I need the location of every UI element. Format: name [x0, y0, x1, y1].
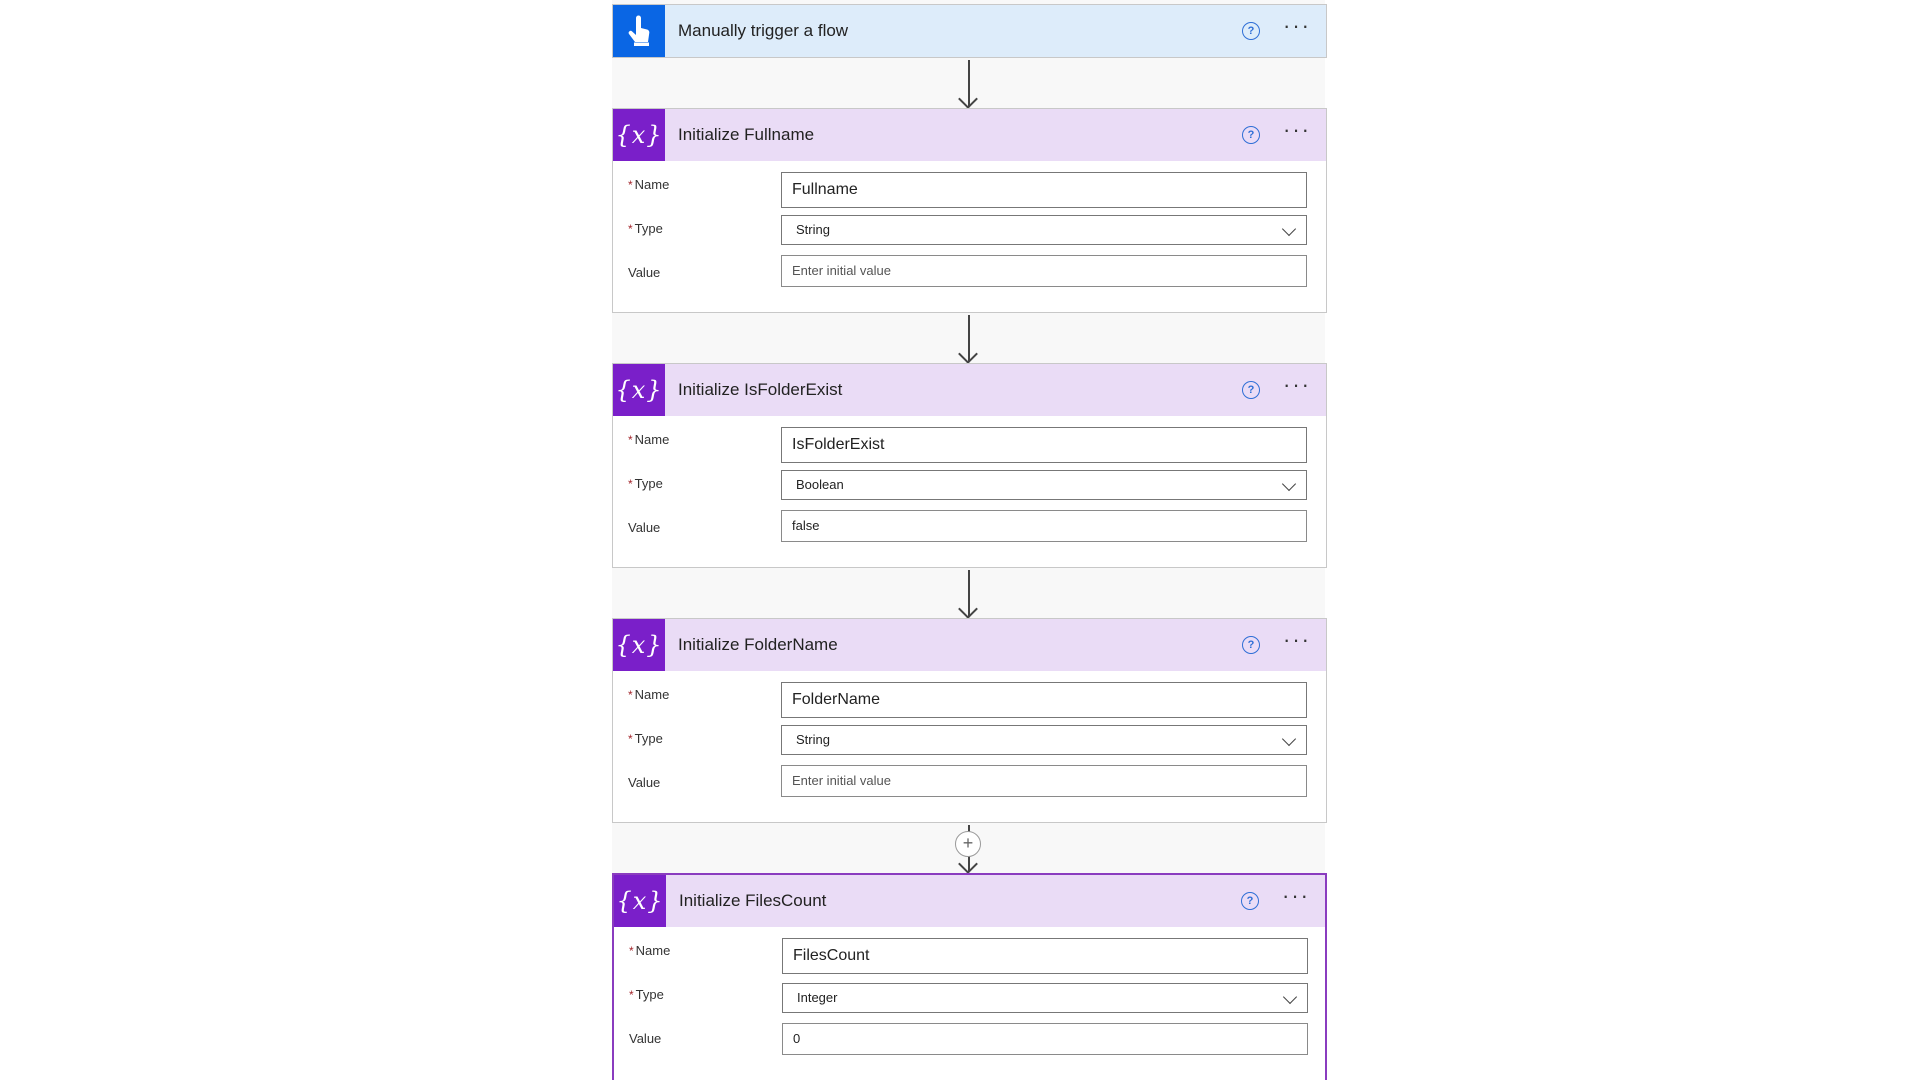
type-label [629, 987, 664, 1002]
step-card-header[interactable] [613, 109, 1326, 161]
connector-arrow [968, 60, 970, 106]
step-card-initialize-filescount[interactable] [612, 873, 1327, 1080]
variable-icon [613, 619, 665, 671]
value-input[interactable]: 0 [782, 1023, 1308, 1055]
help-icon[interactable]: ? [1242, 636, 1260, 654]
type-select-value: String [796, 732, 830, 747]
help-icon[interactable]: ? [1241, 892, 1259, 910]
type-row [613, 468, 1326, 512]
name-label-text: Name [634, 177, 670, 192]
chevron-down-icon [1282, 732, 1296, 746]
type-select[interactable] [782, 983, 1308, 1013]
more-options-icon[interactable]: ··· [1283, 627, 1311, 652]
value-label: Value [628, 265, 661, 280]
name-label-text: Name [634, 432, 670, 447]
variable-glyph: {x} [616, 887, 664, 915]
type-row [613, 213, 1326, 257]
required-mark: * [628, 222, 633, 236]
variable-glyph: {x} [615, 121, 663, 149]
name-row [613, 679, 1326, 723]
name-input[interactable]: Fullname [781, 172, 1307, 208]
required-mark: * [628, 477, 633, 491]
value-label: Value [629, 1031, 662, 1046]
help-icon[interactable]: ? [1242, 22, 1260, 40]
chevron-down-icon [1282, 477, 1296, 491]
step-card-initialize-isfolderexist[interactable] [612, 363, 1327, 568]
name-input[interactable]: FolderName [781, 682, 1307, 718]
step-card-header[interactable] [614, 875, 1325, 927]
name-label [628, 177, 669, 192]
required-mark: * [629, 944, 634, 958]
type-label [628, 731, 663, 746]
insert-step-button[interactable]: + [955, 831, 981, 857]
value-label: Value [628, 520, 661, 535]
name-row [614, 935, 1325, 979]
chevron-down-icon [1282, 222, 1296, 236]
connector-arrow [968, 315, 970, 361]
type-label-text: Type [634, 731, 663, 746]
chevron-down-icon [1283, 990, 1297, 1004]
value-label: Value [628, 775, 661, 790]
help-icon[interactable]: ? [1242, 126, 1260, 144]
required-mark: * [629, 988, 634, 1002]
type-label [628, 221, 663, 236]
required-mark: * [628, 688, 633, 702]
value-row [614, 1023, 1325, 1065]
required-mark: * [628, 178, 633, 192]
step-card-body [613, 671, 1326, 809]
more-options-icon[interactable]: ··· [1283, 13, 1311, 38]
step-card-initialize-foldername[interactable] [612, 618, 1327, 823]
step-card-header[interactable] [613, 619, 1326, 671]
type-row [614, 979, 1325, 1023]
step-card-header[interactable] [613, 364, 1326, 416]
more-options-icon[interactable]: ··· [1282, 883, 1310, 908]
step-title: Initialize FilesCount [679, 891, 827, 910]
touch-hand-icon [613, 5, 665, 57]
step-title: Initialize IsFolderExist [678, 380, 843, 399]
step-title: Initialize Fullname [678, 125, 815, 144]
step-card-body [613, 161, 1326, 299]
variable-icon [613, 109, 665, 161]
name-input[interactable]: FilesCount [782, 938, 1308, 974]
variable-icon [613, 364, 665, 416]
trigger-card-header[interactable] [613, 5, 1326, 57]
type-label-text: Type [634, 476, 663, 491]
name-label [628, 687, 669, 702]
type-label-text: Type [634, 221, 663, 236]
type-select[interactable] [781, 470, 1307, 500]
required-mark: * [628, 433, 633, 447]
help-icon[interactable]: ? [1242, 381, 1260, 399]
value-row [613, 512, 1326, 554]
step-card-initialize-fullname[interactable] [612, 108, 1327, 313]
more-options-icon[interactable]: ··· [1283, 372, 1311, 397]
type-select[interactable] [781, 215, 1307, 245]
name-input[interactable]: IsFolderExist [781, 427, 1307, 463]
value-input[interactable]: false [781, 510, 1307, 542]
name-row [613, 169, 1326, 213]
type-label [628, 476, 663, 491]
variable-icon [614, 875, 666, 927]
value-row [613, 257, 1326, 299]
step-card-body [614, 927, 1325, 1065]
type-select-value: String [796, 222, 830, 237]
step-card-body [613, 416, 1326, 554]
connector-arrow [968, 570, 970, 616]
type-select-value: Integer [797, 990, 838, 1005]
variable-glyph: {x} [615, 631, 663, 659]
trigger-card[interactable] [612, 4, 1327, 58]
type-row [613, 723, 1326, 767]
name-label-text: Name [635, 943, 671, 958]
name-label-text: Name [634, 687, 670, 702]
name-label [629, 943, 670, 958]
type-select[interactable] [781, 725, 1307, 755]
variable-glyph: {x} [615, 376, 663, 404]
name-row [613, 424, 1326, 468]
step-title: Initialize FolderName [678, 635, 838, 654]
value-row [613, 767, 1326, 809]
value-input[interactable]: Enter initial value [781, 765, 1307, 797]
name-label [628, 432, 669, 447]
type-select-value: Boolean [796, 477, 844, 492]
required-mark: * [628, 732, 633, 746]
trigger-title: Manually trigger a flow [678, 21, 849, 40]
value-input[interactable]: Enter initial value [781, 255, 1307, 287]
type-label-text: Type [635, 987, 664, 1002]
more-options-icon[interactable]: ··· [1283, 117, 1311, 142]
